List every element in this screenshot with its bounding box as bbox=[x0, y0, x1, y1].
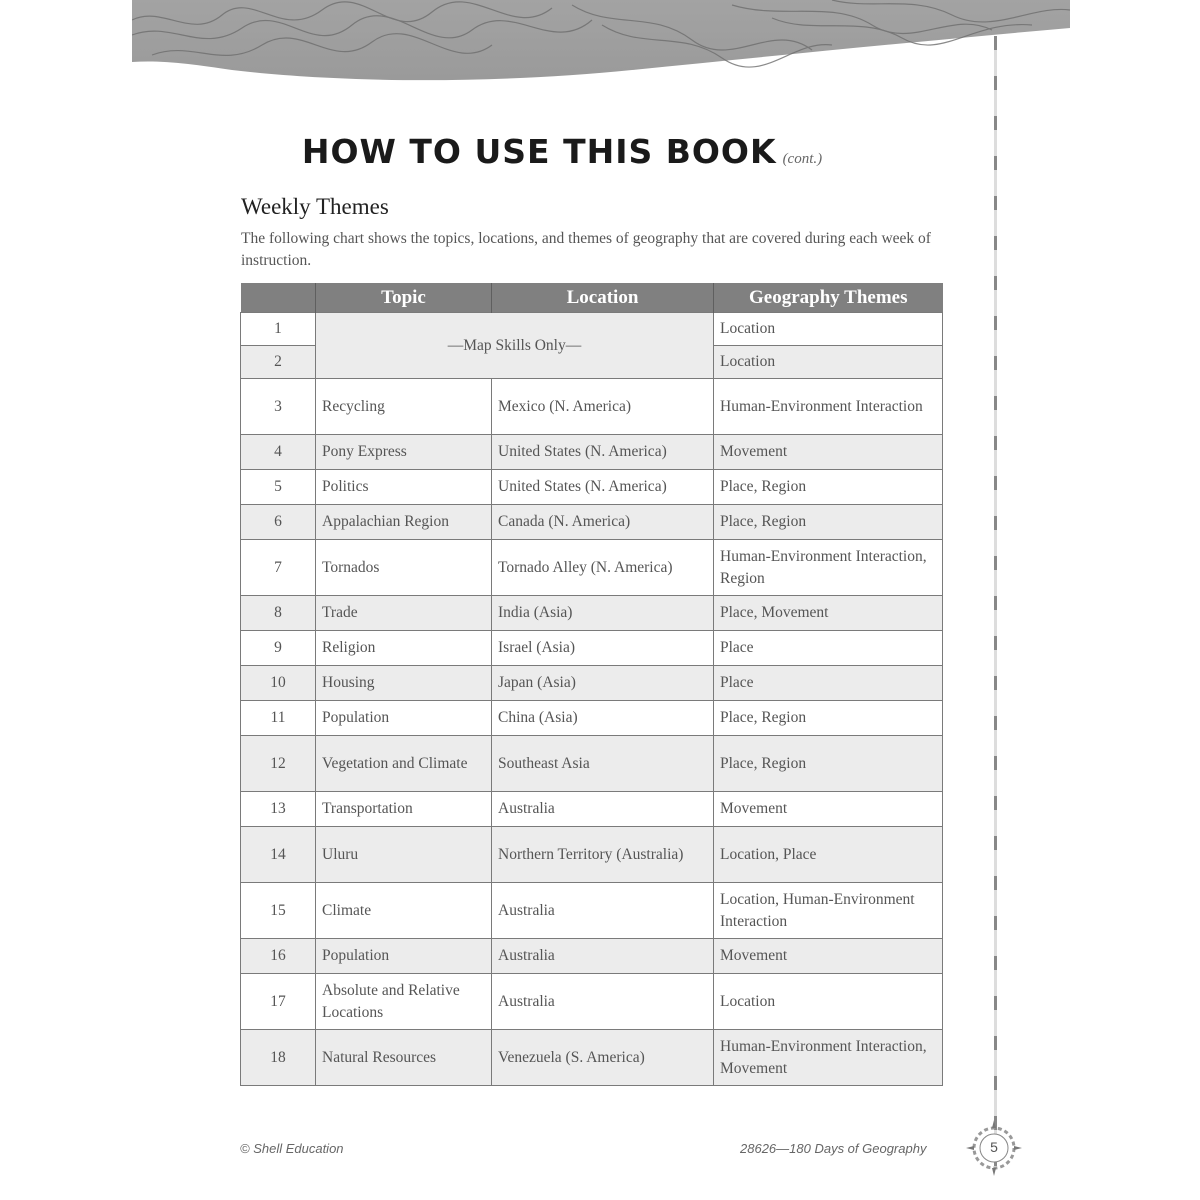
themes-cell: Movement bbox=[714, 939, 943, 974]
table-row bbox=[241, 470, 943, 505]
topic-cell: Population bbox=[316, 939, 492, 974]
table-header-row bbox=[241, 283, 943, 313]
week-number: 16 bbox=[241, 939, 316, 974]
themes-cell: Place, Region bbox=[714, 505, 943, 540]
week-number: 3 bbox=[241, 379, 316, 435]
topic-cell: Uluru bbox=[316, 827, 492, 883]
column-header-location: Location bbox=[492, 283, 714, 313]
location-cell: Mexico (N. America) bbox=[492, 379, 714, 435]
topographic-banner bbox=[132, 0, 1070, 90]
location-cell: Northern Territory (Australia) bbox=[492, 827, 714, 883]
themes-cell: Location, Place bbox=[714, 827, 943, 883]
themes-cell: Location bbox=[714, 974, 943, 1030]
table-row bbox=[241, 974, 943, 1030]
week-number: 15 bbox=[241, 883, 316, 939]
topic-cell: Recycling bbox=[316, 379, 492, 435]
table-row bbox=[241, 631, 943, 666]
table-row bbox=[241, 435, 943, 470]
table-row bbox=[241, 379, 943, 435]
week-number: 6 bbox=[241, 505, 316, 540]
week-number: 7 bbox=[241, 540, 316, 596]
week-number: 4 bbox=[241, 435, 316, 470]
page-title bbox=[132, 132, 992, 171]
week-number: 13 bbox=[241, 792, 316, 827]
topic-cell: Politics bbox=[316, 470, 492, 505]
table-row bbox=[241, 540, 943, 596]
themes-cell: Location bbox=[714, 346, 943, 379]
location-cell: Australia bbox=[492, 974, 714, 1030]
topic-cell: Pony Express bbox=[316, 435, 492, 470]
column-header-week bbox=[241, 283, 316, 313]
topic-cell: Population bbox=[316, 701, 492, 736]
topic-cell: Climate bbox=[316, 883, 492, 939]
section-heading: Weekly Themes bbox=[241, 194, 389, 219]
topic-cell: Transportation bbox=[316, 792, 492, 827]
column-header-topic: Topic bbox=[316, 283, 492, 313]
location-cell: Australia bbox=[492, 939, 714, 974]
table-row bbox=[241, 666, 943, 701]
themes-cell: Human-Environment Interaction bbox=[714, 379, 943, 435]
topic-cell: Absolute and Relative Locations bbox=[316, 974, 492, 1030]
location-cell: Venezuela (S. America) bbox=[492, 1030, 714, 1086]
location-cell: Israel (Asia) bbox=[492, 631, 714, 666]
book-reference: 28626—180 Days of Geography bbox=[740, 1141, 927, 1156]
location-cell: United States (N. America) bbox=[492, 435, 714, 470]
themes-cell: Human-Environment Interaction, Movement bbox=[714, 1030, 943, 1086]
location-cell: Tornado Alley (N. America) bbox=[492, 540, 714, 596]
table-row bbox=[241, 939, 943, 974]
publisher-credit: © Shell Education bbox=[240, 1141, 344, 1156]
table-row bbox=[241, 792, 943, 827]
week-number: 12 bbox=[241, 736, 316, 792]
themes-cell: Movement bbox=[714, 792, 943, 827]
table-row bbox=[241, 827, 943, 883]
themes-cell: Human-Environment Interaction, Region bbox=[714, 540, 943, 596]
table-row bbox=[241, 701, 943, 736]
weekly-themes-table bbox=[240, 283, 943, 1086]
topic-cell: Natural Resources bbox=[316, 1030, 492, 1086]
location-cell: Australia bbox=[492, 883, 714, 939]
location-cell: India (Asia) bbox=[492, 596, 714, 631]
week-number: 1 bbox=[241, 313, 316, 346]
week-number: 18 bbox=[241, 1030, 316, 1086]
table-row bbox=[241, 1030, 943, 1086]
book-page bbox=[132, 0, 1070, 1200]
themes-cell: Location, Human-Environment Interaction bbox=[714, 883, 943, 939]
week-number: 17 bbox=[241, 974, 316, 1030]
table-row bbox=[241, 313, 943, 346]
table-row bbox=[241, 736, 943, 792]
table-row bbox=[241, 505, 943, 540]
topic-cell: Tornados bbox=[316, 540, 492, 596]
themes-cell: Place bbox=[714, 666, 943, 701]
topic-cell: Appalachian Region bbox=[316, 505, 492, 540]
week-number: 8 bbox=[241, 596, 316, 631]
themes-cell: Place, Region bbox=[714, 470, 943, 505]
themes-cell: Place, Movement bbox=[714, 596, 943, 631]
themes-cell: Movement bbox=[714, 435, 943, 470]
themes-cell: Place bbox=[714, 631, 943, 666]
week-number: 9 bbox=[241, 631, 316, 666]
themes-cell: Location bbox=[714, 313, 943, 346]
week-number: 2 bbox=[241, 346, 316, 379]
location-cell: Southeast Asia bbox=[492, 736, 714, 792]
map-skills-merged-cell: —Map Skills Only— bbox=[316, 313, 714, 379]
location-cell: China (Asia) bbox=[492, 701, 714, 736]
topic-cell: Religion bbox=[316, 631, 492, 666]
table-row bbox=[241, 883, 943, 939]
scale-ruler bbox=[994, 36, 997, 1166]
table-row bbox=[241, 596, 943, 631]
topic-cell: Vegetation and Climate bbox=[316, 736, 492, 792]
week-number: 10 bbox=[241, 666, 316, 701]
page-number: 5 bbox=[990, 1139, 998, 1155]
week-number: 14 bbox=[241, 827, 316, 883]
title-suffix: (cont.) bbox=[782, 151, 823, 167]
week-number: 11 bbox=[241, 701, 316, 736]
themes-cell: Place, Region bbox=[714, 701, 943, 736]
themes-cell: Place, Region bbox=[714, 736, 943, 792]
location-cell: Canada (N. America) bbox=[492, 505, 714, 540]
location-cell: Japan (Asia) bbox=[492, 666, 714, 701]
topic-cell: Housing bbox=[316, 666, 492, 701]
topic-cell: Trade bbox=[316, 596, 492, 631]
column-header-themes: Geography Themes bbox=[714, 283, 943, 313]
title-text: HOW TO USE THIS BOOK bbox=[301, 132, 777, 171]
intro-paragraph: The following chart shows the topics, locations, and themes of geography that are covered during each week of instruction. bbox=[241, 230, 931, 269]
location-cell: United States (N. America) bbox=[492, 470, 714, 505]
location-cell: Australia bbox=[492, 792, 714, 827]
week-number: 5 bbox=[241, 470, 316, 505]
